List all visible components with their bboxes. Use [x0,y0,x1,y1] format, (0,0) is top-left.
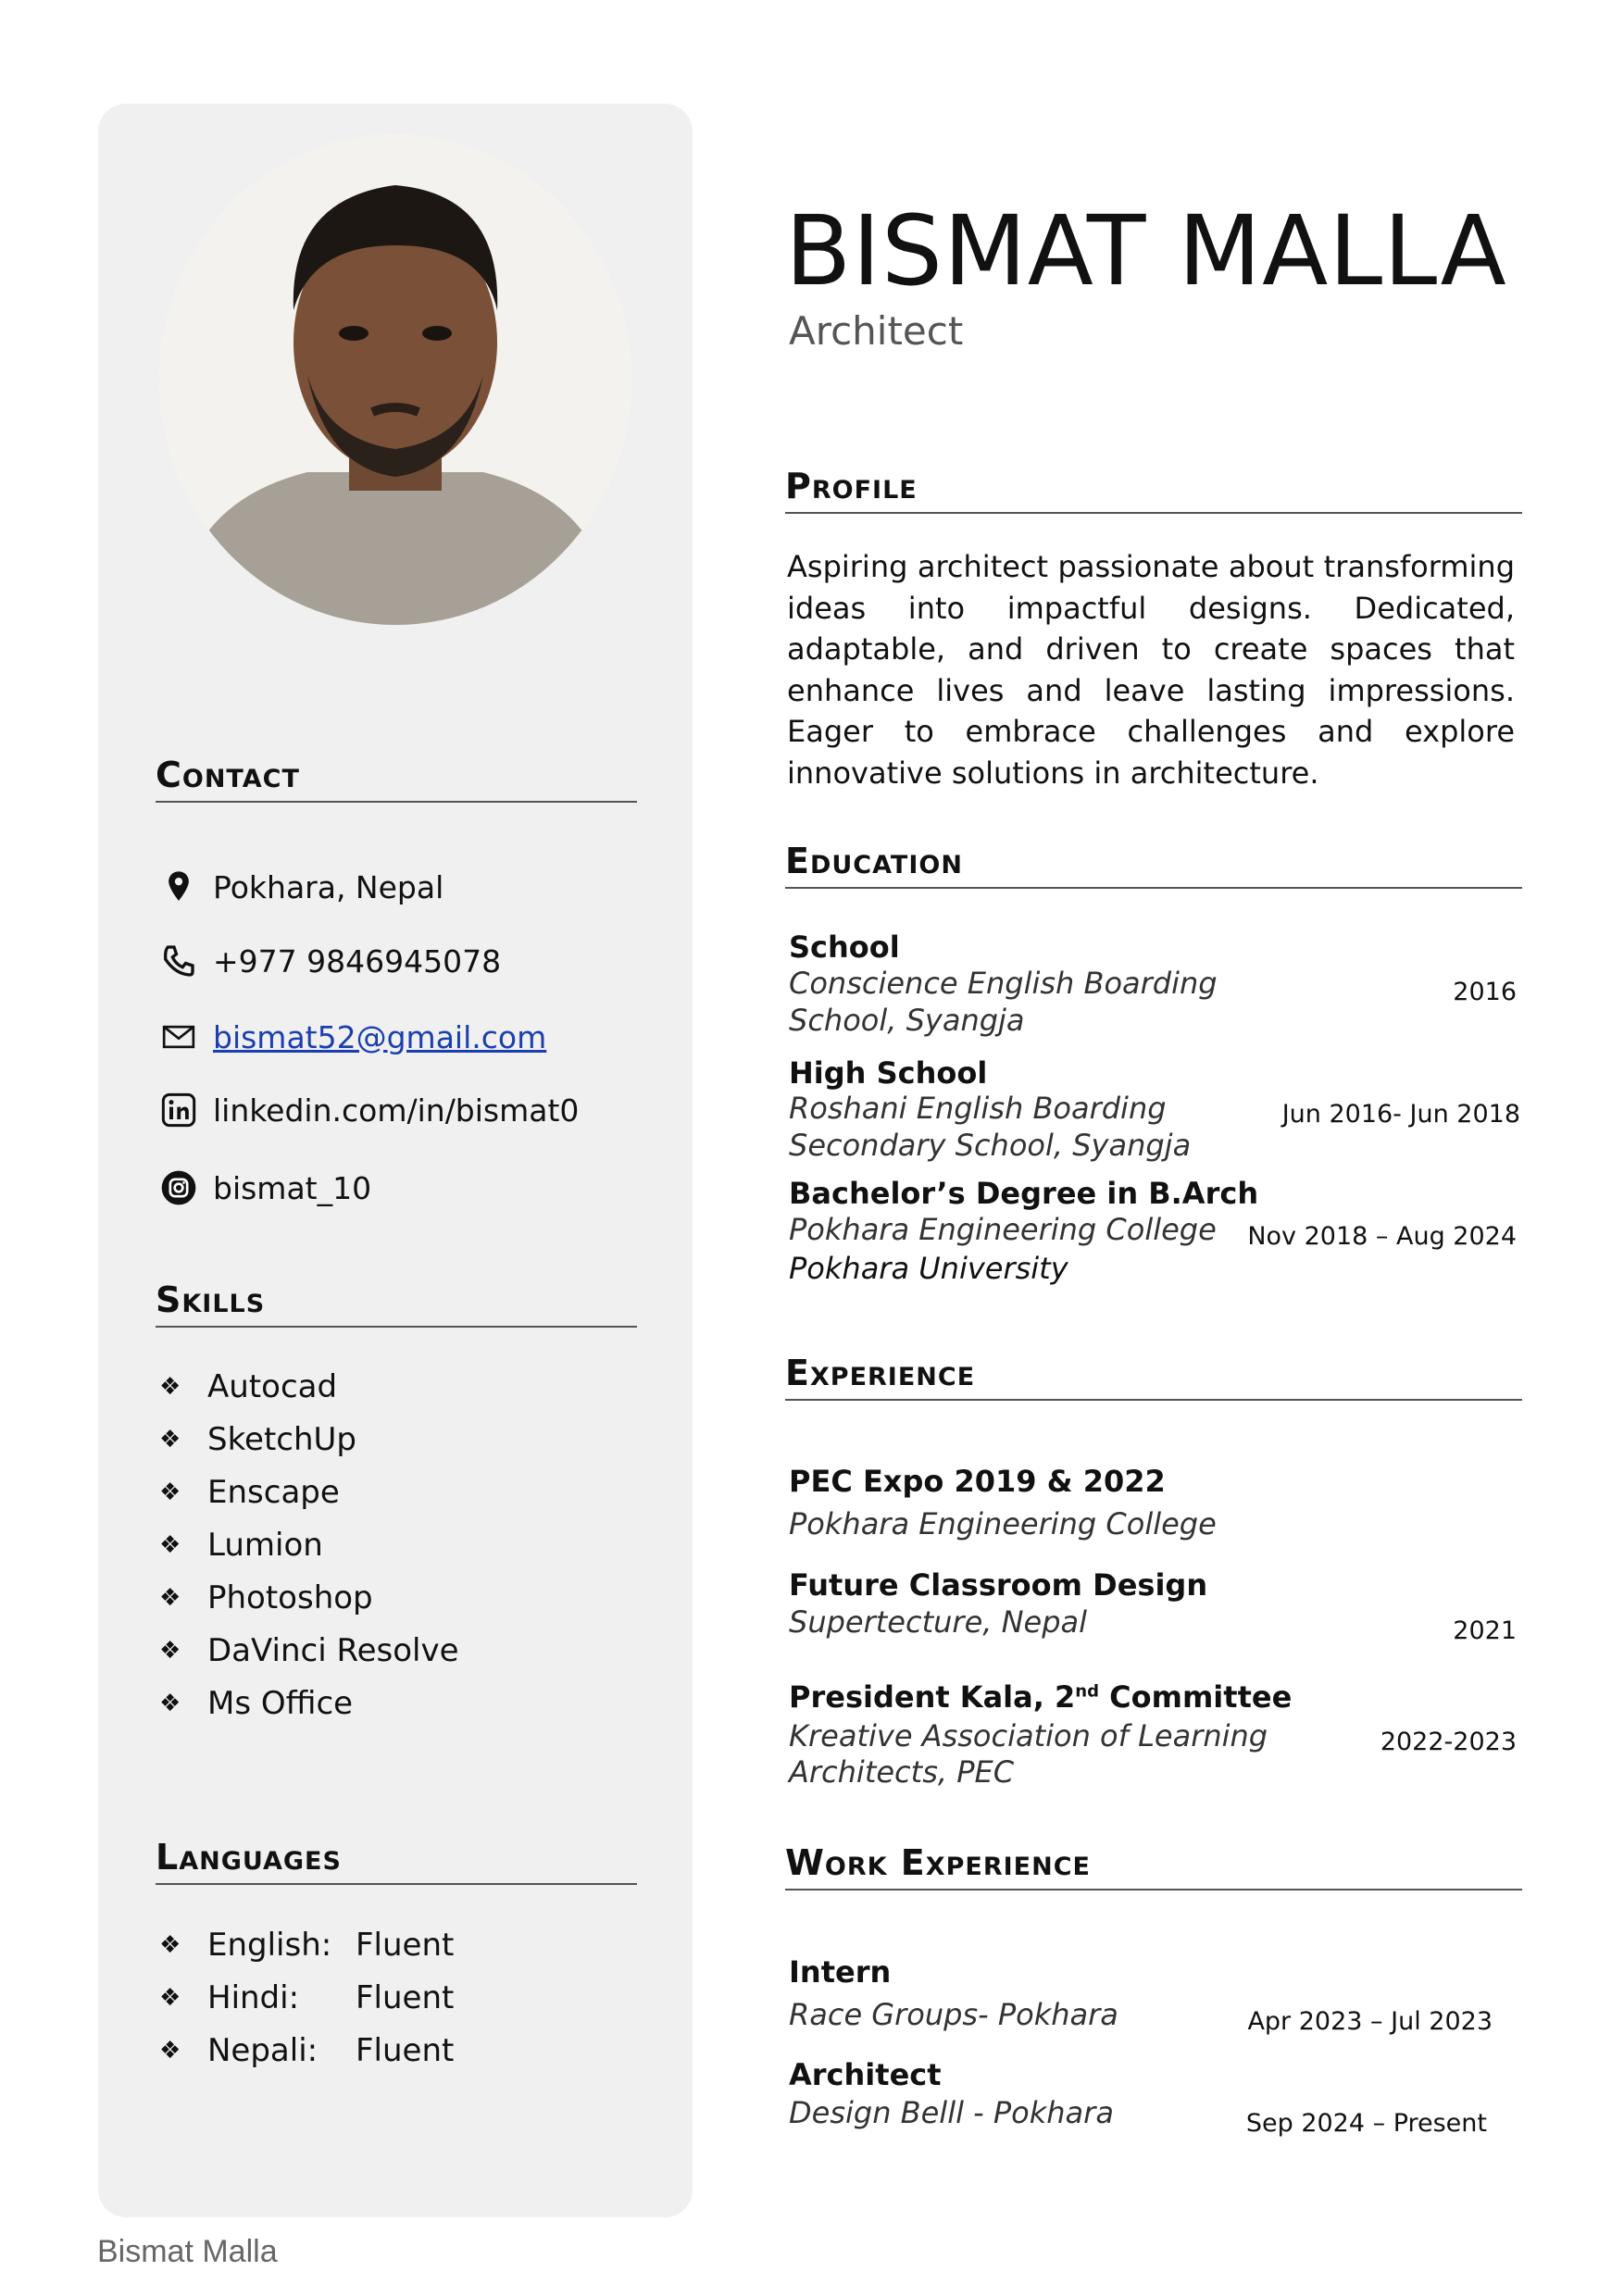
education-date: 2016 [1453,978,1517,1006]
skills-list [159,1360,459,1729]
languages-list [159,1918,454,2077]
list-item: ❖ Ms Office [159,1684,354,1722]
mail-icon [157,1016,200,1058]
linkedin-icon [157,1089,200,1131]
candidate-role: Architect [789,308,964,354]
education-date: Nov 2018 – Aug 2024 [1247,1222,1517,1251]
candidate-name: BISMAT MALLA [785,194,1507,307]
skills-heading: Skills [156,1279,637,1328]
work-date: Apr 2023 – Jul 2023 [1247,2007,1493,2036]
education-institution: Conscience English Boarding [789,966,1218,1001]
work-title: Architect [789,2057,942,2092]
education-institution-line2: School, Syangja [789,1003,1025,1038]
contact-instagram [157,1167,371,1209]
bullet-diamond-icon: ❖ [159,1583,181,1612]
profile-heading: Profile [785,466,1522,514]
contact-heading: Contact [156,755,637,803]
list-item: ❖ Autocad [159,1367,338,1405]
education-date: Jun 2016- Jun 2018 [1281,1100,1520,1129]
linkedin-text: linkedin.com/in/bismat0 [213,1092,580,1129]
list-item: ❖ Enscape [159,1473,340,1511]
list-item: ❖ English: Fluent [159,1926,455,1964]
education-university: Pokhara University [789,1251,1068,1286]
contact-phone [157,940,501,982]
footer-name: Bismat Malla [97,2234,278,2269]
education-institution: Roshani English Boarding [789,1091,1167,1126]
work-experience-heading: Work Experience [785,1842,1522,1890]
list-item: ❖ Photoshop [159,1578,373,1616]
profile-text: Aspiring architect passionate about transforming ideas into impactful designs. Dedicated, adaptable, and driven to create spaces that enhance lives and leave lasting impressions. Eager to embrace challenges and explore innovative solutions in architecture. [787,549,1515,791]
work-org: Race Groups- Pokhara [789,1997,1118,2032]
list-item: ❖ Nepali: Fluent [159,2031,455,2069]
education-title: School [789,930,900,965]
bullet-diamond-icon: ❖ [159,1930,181,1959]
work-title: Intern [789,1954,892,1990]
contact-email [157,1016,546,1058]
bullet-diamond-icon: ❖ [159,1425,181,1454]
location-pin-icon [157,866,200,908]
profile-photo [159,134,631,625]
instagram-text: bismat_10 [213,1169,372,1206]
experience-title: President Kala, 2nd Committee [789,1679,1293,1715]
experience-title: PEC Expo 2019 & 2022 [789,1464,1166,1499]
work-org: Design Belll - Pokhara [789,2095,1114,2130]
education-institution: Pokhara Engineering College [789,1212,1217,1247]
experience-date: 2022-2023 [1380,1728,1517,1756]
bullet-diamond-icon: ❖ [159,2036,181,2065]
portrait-image [159,134,631,625]
education-institution-line2: Secondary School, Syangja [789,1128,1192,1163]
education-title: Bachelor’s Degree in B.Arch [789,1176,1259,1211]
instagram-icon [157,1167,200,1209]
languages-heading: Languages [156,1837,637,1885]
phone-text: +977 9846945078 [213,942,502,980]
work-date: Sep 2024 – Present [1245,2109,1487,2138]
bullet-diamond-icon: ❖ [159,1530,181,1559]
bullet-diamond-icon: ❖ [159,1478,181,1506]
list-item: ❖ SketchUp [159,1420,357,1458]
list-item: ❖ Lumion [159,1526,323,1564]
experience-heading: Experience [785,1353,1522,1401]
experience-org: Supertecture, Nepal [789,1604,1088,1640]
email-link[interactable]: bismat52@gmail.com [213,1018,547,1055]
experience-date: 2021 [1453,1616,1517,1645]
bullet-diamond-icon: ❖ [159,1983,181,2012]
experience-org: Pokhara Engineering College [789,1506,1217,1541]
education-heading: Education [785,841,1522,889]
phone-icon [157,940,200,982]
bullet-diamond-icon: ❖ [159,1636,181,1665]
education-title: High School [789,1055,988,1091]
contact-linkedin [157,1089,579,1131]
experience-org-line2: Architects, PEC [789,1754,1015,1790]
experience-title: Future Classroom Design [789,1567,1208,1603]
bullet-diamond-icon: ❖ [159,1372,181,1401]
experience-org: Kreative Association of Learning [789,1718,1268,1753]
list-item: ❖ Hindi: Fluent [159,1978,455,2016]
contact-location [157,866,443,908]
bullet-diamond-icon: ❖ [159,1689,181,1717]
list-item: ❖ DaVinci Resolve [159,1631,459,1669]
location-text: Pokhara, Nepal [213,868,444,905]
